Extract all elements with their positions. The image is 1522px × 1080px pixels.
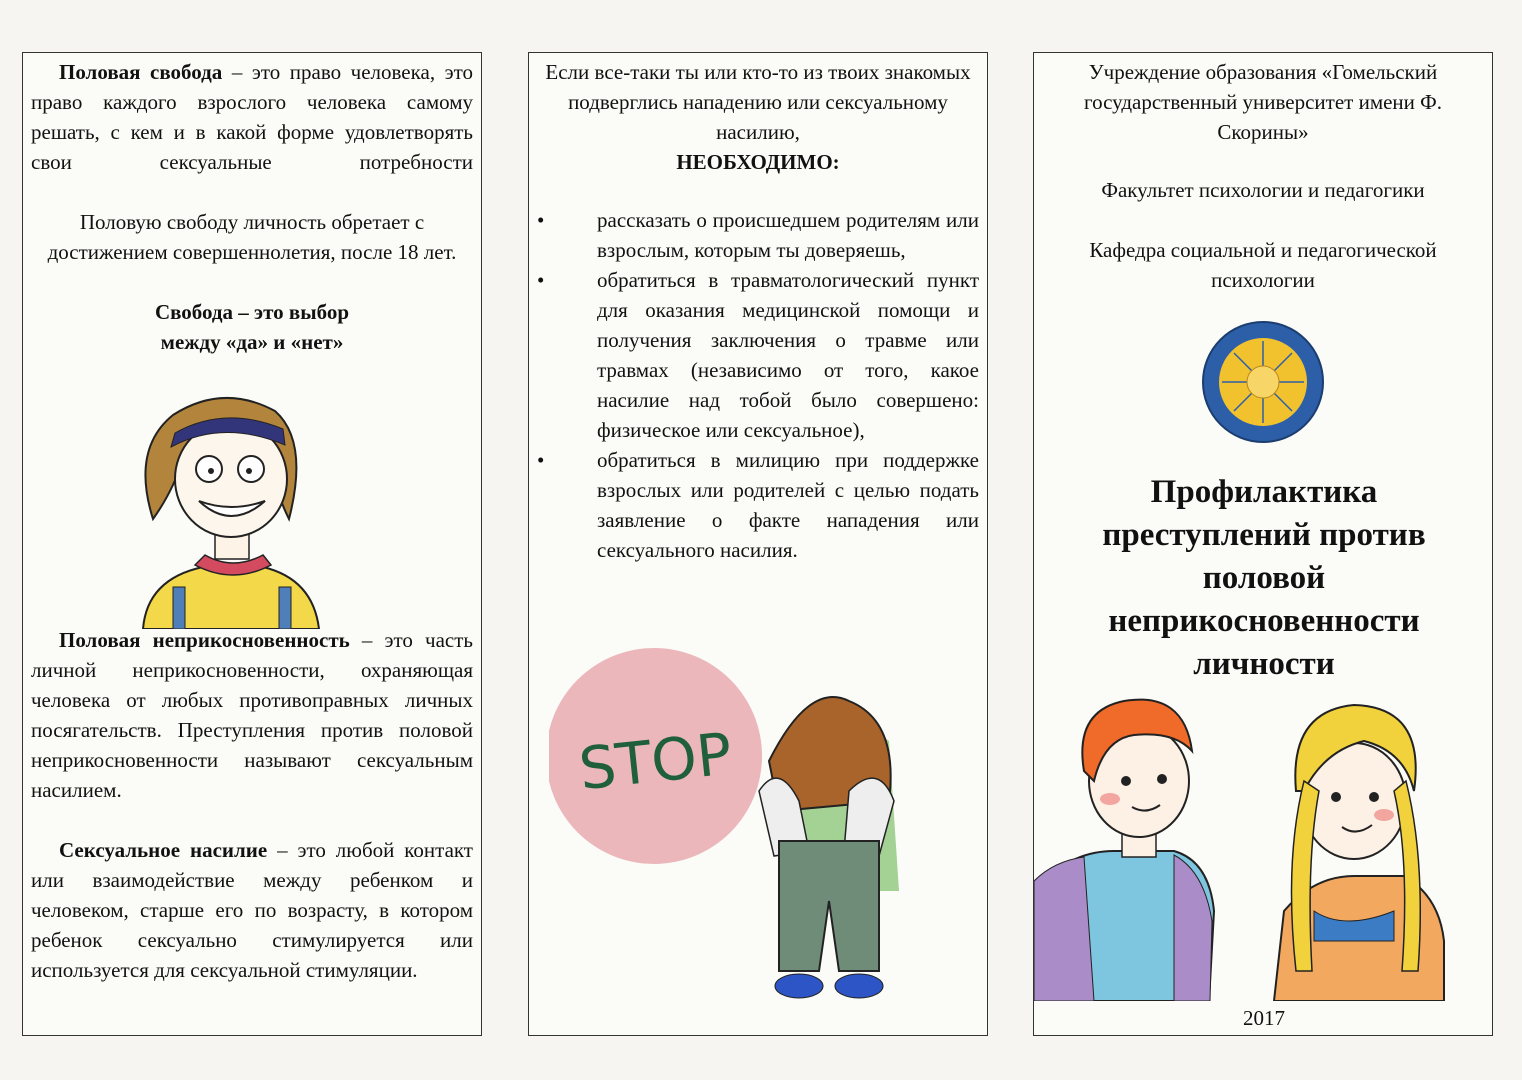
publication-year: 2017	[1243, 1006, 1285, 1030]
stop-text: STOP	[575, 719, 736, 804]
sexual-freedom-text: – это право человека, это право каждого взрослого человека самому решать, с кем и в какой форме удовлетворять свои сексуальные потребности	[31, 60, 474, 174]
inviolability-text: – это часть личной неприкосновенности, охраняющая человека от любых противоправных личных посягательств. Преступления против половой неприкосновенности называют сексуальным насилием.	[31, 628, 473, 802]
department-name: Кафедра социальной и педагогической психологии	[1089, 238, 1437, 292]
list-item-text: обратиться в милицию при поддержке взрослых или родителей с целью подать заявление о факте нападения или сексуального насилия.	[597, 448, 979, 562]
slogan	[31, 297, 473, 357]
faculty-name: Факультет психологии и педагогики	[1101, 178, 1425, 202]
sexual-freedom-definition	[31, 57, 473, 177]
bullet-icon: •	[537, 208, 545, 232]
sexual-violence-definition	[31, 835, 473, 985]
intro-block	[537, 57, 979, 177]
bullet-icon: •	[537, 448, 545, 472]
intro-text: Если все-таки ты или кто-то из твоих знакомых подверглись нападению или сексуальному насилию,	[545, 60, 971, 144]
inviolability-term: Половая неприкосновенность	[59, 628, 350, 652]
right-panel	[1033, 52, 1493, 1036]
middle-panel	[528, 52, 988, 1036]
inviolability-definition	[31, 625, 473, 805]
list-item	[537, 265, 979, 445]
necessary-heading: НЕОБХОДИМО:	[676, 150, 840, 174]
girl-illustration	[113, 389, 333, 629]
age-text: Половую свободу личность обретает с достижением совершеннолетия, после 18 лет.	[47, 210, 457, 264]
sexual-freedom-term: Половая свобода	[59, 60, 223, 84]
slogan-line-2: между «да» и «нет»	[160, 330, 344, 354]
list-item	[537, 445, 979, 565]
university-seal-icon	[1200, 319, 1326, 445]
brochure-title: Профилактика преступлений против половой неприкосновенности личности	[1102, 474, 1426, 682]
institution-name: Учреждение образования «Гомельский государственный университет имени Ф. Скорины»	[1083, 60, 1442, 144]
list-item	[537, 205, 979, 265]
sexual-violence-text: – это любой контакт или взаимодействие между ребенком и человеком, старше его по возрасту, в котором ребенок сексуально стимулируется или используется для сексуальной стимуляции.	[31, 838, 473, 982]
sexual-violence-term: Сексуальное насилие	[59, 838, 268, 862]
list-item-text: обратиться в травматологический пункт для оказания медицинской помощи и получения заключения о травме или травмах (независимо от того, какое насилие над тобой было совершено: физическое или сексуальное),	[597, 268, 979, 442]
stop-illustration	[549, 641, 969, 1031]
left-panel	[22, 52, 482, 1036]
bullet-icon: •	[537, 268, 545, 292]
children-illustration	[1034, 681, 1492, 1001]
slogan-line-1: Свобода – это выбор	[154, 300, 350, 324]
action-list	[537, 205, 979, 565]
list-item-text: рассказать о происшедшем родителям или взрослым, которым ты доверяешь,	[597, 208, 979, 262]
